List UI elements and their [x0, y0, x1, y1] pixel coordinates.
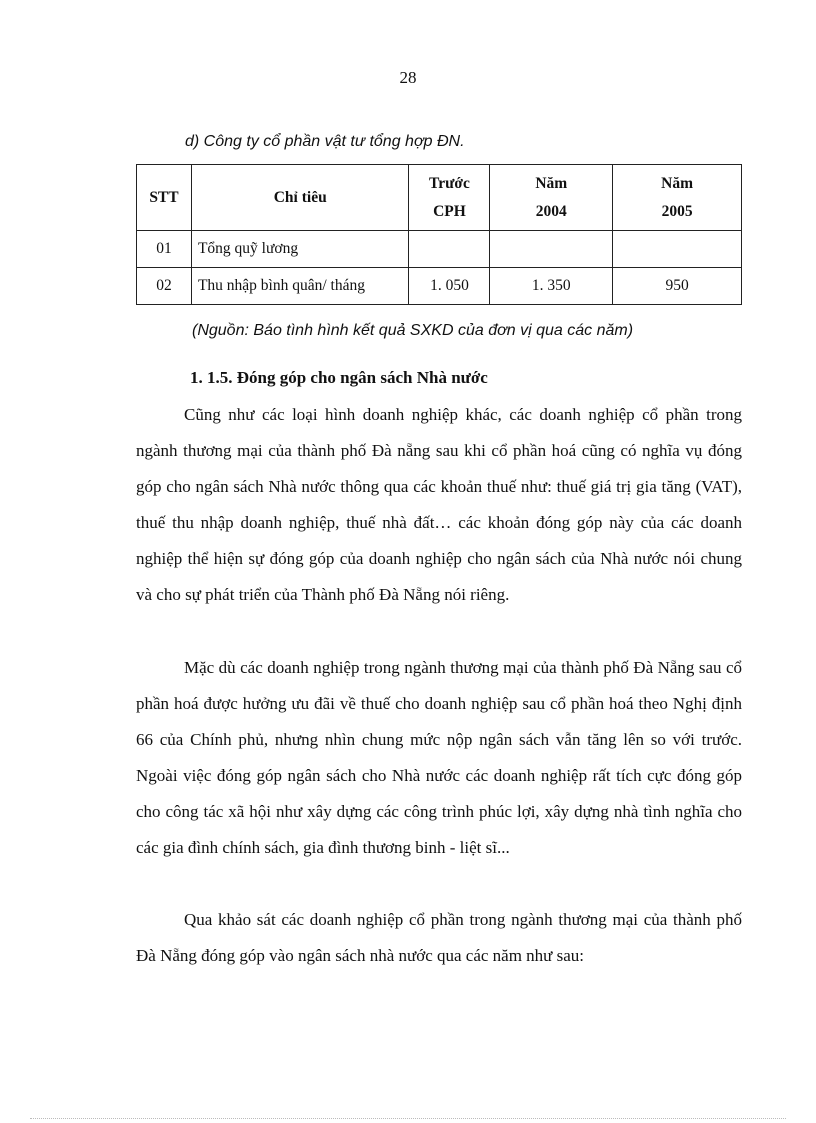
header-indicator: Chỉ tiêu [191, 165, 409, 231]
paragraph [136, 902, 742, 974]
row-2005-value: 950 [613, 268, 742, 305]
header-before-equitization [409, 165, 490, 231]
table-source-note: (Nguồn: Báo tình hình kết quả SXKD của đơn vị qua các năm) [192, 322, 634, 339]
table-caption: d) Công ty cổ phần vật tư tổng hợp ĐN. [185, 133, 465, 150]
header-2004-line2: 2004 [535, 202, 567, 220]
header-year-2004 [490, 165, 613, 231]
page-footer-rule [30, 1118, 786, 1119]
row-stt: 02 [137, 268, 192, 305]
paragraph [136, 397, 742, 613]
paragraph-text: Cũng như các loại hình doanh nghiệp khác, các doanh nghiệp cổ phần trong ngành thương mại của thành phố Đà nẵng sau khi cổ phần hoá cũng có nghĩa vụ đóng góp cho ngân sách Nhà nước thông qua các khoản thuế như: thuế giá trị gia tăng (VAT), thuế thu nhập doanh nghiệp, thuế nhà đất… các khoản đóng góp này của các doanh nghiệp thể hiện sự đóng góp của doanh nghiệp cho ngân sách của Nhà nước nói chung và cho sự phát triển của Thành phố Đà Nẵng nói riêng. [136, 405, 742, 604]
table-row [137, 268, 742, 305]
paragraph-text: Mặc dù các doanh nghiệp trong ngành thương mại của thành phố Đà Nẵng sau cổ phần hoá được hưởng ưu đãi về thuế cho doanh nghiệp sau cổ phần hoá theo Nghị định 66 của Chính phủ, nhưng nhìn chung mức nộp ngân sách vẫn tăng lên so với trước. Ngoài việc đóng góp ngân sách cho Nhà nước các doanh nghiệp rất tích cực đóng góp cho công tác xã hội như xây dựng các công trình phúc lợi, xây dựng nhà tình nghĩa cho các gia đình chính sách, gia đình thương binh - liệt sĩ... [136, 658, 742, 857]
header-year-2005 [613, 165, 742, 231]
header-before-line1: Trước [429, 174, 470, 192]
row-2004-value [490, 231, 613, 268]
paragraph [136, 650, 742, 866]
row-before-value: 1. 050 [409, 268, 490, 305]
row-2005-value [613, 231, 742, 268]
row-indicator: Tổng quỹ lương [191, 231, 409, 268]
row-2004-value: 1. 350 [490, 268, 613, 305]
salary-income-table [136, 164, 742, 305]
table-row [137, 231, 742, 268]
header-2005-line1: Năm [661, 174, 694, 192]
row-indicator: Thu nhập bình quân/ tháng [191, 268, 409, 305]
section-heading: 1. 1.5. Đóng góp cho ngân sách Nhà nước [190, 368, 488, 387]
header-2005-line2: 2005 [661, 202, 693, 220]
row-before-value [409, 231, 490, 268]
table-header-row [137, 165, 742, 231]
page-number: 28 [399, 68, 417, 87]
header-2004-line1: Năm [535, 174, 568, 192]
row-stt: 01 [137, 231, 192, 268]
header-before-line2: CPH [433, 202, 466, 220]
paragraph-text: Qua khảo sát các doanh nghiệp cổ phần trong ngành thương mại của thành phố Đà Nẵng đóng góp vào ngân sách nhà nước qua các năm như sau: [136, 910, 742, 965]
header-stt: STT [137, 165, 192, 231]
